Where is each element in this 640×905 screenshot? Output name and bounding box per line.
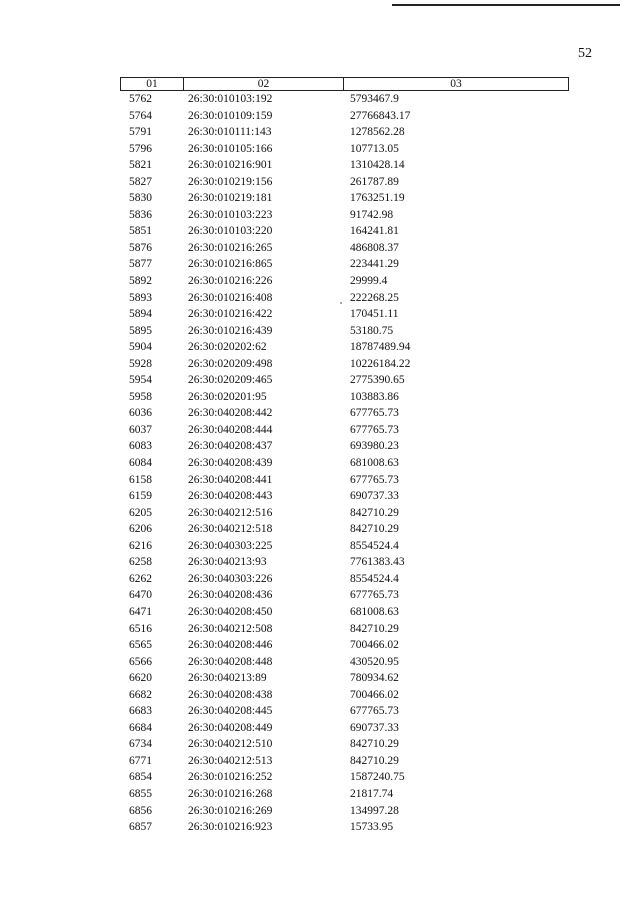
cell-value: 1278562.28 [350,126,405,139]
cell-value: 677765.73 [350,589,399,602]
cell-number: 6158 [129,473,152,486]
table-row [120,323,569,340]
cell-number: 6205 [129,506,152,519]
cell-number: 6258 [129,556,152,569]
cell-cadastral-id: 26:30:020209:498 [188,357,273,370]
table-row [120,736,569,753]
cell-value: 842710.29 [350,523,399,536]
cell-cadastral-id: 26:30:010216:439 [188,324,273,337]
cell-cadastral-id: 26:30:040212:516 [188,506,273,519]
table-row [120,372,569,389]
table-row [120,273,569,290]
cell-number: 5895 [129,324,152,337]
table-row [120,256,569,273]
cell-number: 5830 [129,192,152,205]
cell-value: 700466.02 [350,639,399,652]
cell-value: 27766843.17 [350,109,411,122]
cell-cadastral-id: 26:30:040303:225 [188,539,273,552]
cell-number: 6470 [129,589,152,602]
cell-number: 6084 [129,457,152,470]
cell-number: 5877 [129,258,152,271]
cell-number: 5958 [129,390,152,403]
cell-value: 29999.4 [350,275,388,288]
cell-cadastral-id: 26:30:040208:450 [188,605,273,618]
cell-value: 780934.62 [350,672,399,685]
cell-cadastral-id: 26:30:040213:93 [188,556,267,569]
table-row [120,654,569,671]
table-header [120,77,569,91]
cell-cadastral-id: 26:30:040212:510 [188,738,273,751]
table-row [120,405,569,422]
cell-number: 5796 [129,142,152,155]
cell-number: 5791 [129,126,152,139]
cell-value: 681008.63 [350,605,399,618]
table-row [120,720,569,737]
cell-value: 681008.63 [350,457,399,470]
column-header-02: 02 [184,78,344,90]
column-header-03: 03 [450,78,462,90]
cell-cadastral-id: 26:30:040208:444 [188,423,273,436]
cell-value: 134997.28 [350,804,399,817]
table-row [120,521,569,538]
table-row [120,621,569,638]
table-row [120,240,569,257]
table-row [120,356,569,373]
table-row [120,604,569,621]
cell-value: 8554524.4 [350,539,399,552]
cell-cadastral-id: 26:30:040208:442 [188,407,273,420]
cell-cadastral-id: 26:30:040208:443 [188,490,273,503]
table-row [120,190,569,207]
table-row [120,141,569,158]
cell-number: 6620 [129,672,152,685]
cell-value: 10226184.22 [350,357,411,370]
cell-cadastral-id: 26:30:040208:437 [188,440,273,453]
cell-cadastral-id: 26:30:010216:226 [188,275,273,288]
cell-number: 6471 [129,605,152,618]
cell-value: 7761383.43 [350,556,405,569]
cell-cadastral-id: 26:30:010216:408 [188,291,273,304]
cell-number: 6682 [129,688,152,701]
cell-number: 6857 [129,821,152,834]
cell-number: 6206 [129,523,152,536]
cell-value: 842710.29 [350,622,399,635]
table-row [120,472,569,489]
cell-number: 6683 [129,705,152,718]
table-row [120,124,569,141]
cell-number: 5954 [129,374,152,387]
cell-cadastral-id: 26:30:010103:192 [188,93,273,105]
cell-cadastral-id: 26:30:010105:166 [188,142,273,155]
cell-value: 222268.25 [350,291,399,304]
cell-value: 170451.11 [350,308,399,321]
table-row [120,703,569,720]
cell-value: 1763251.19 [350,192,405,205]
table-row [120,819,569,836]
cell-cadastral-id: 26:30:040303:226 [188,572,273,585]
cell-cadastral-id: 26:30:040212:513 [188,754,273,767]
cell-number: 5928 [129,357,152,370]
cell-number: 6854 [129,771,152,784]
cell-cadastral-id: 26:30:040208:449 [188,721,273,734]
cell-number: 5764 [129,109,152,122]
table-row [120,587,569,604]
cell-cadastral-id: 26:30:010103:220 [188,225,273,238]
cell-cadastral-id: 26:30:040213:89 [188,672,267,685]
cell-cadastral-id: 26:30:010216:865 [188,258,273,271]
table-row [120,786,569,803]
table-row [120,438,569,455]
cell-value: 842710.29 [350,506,399,519]
cell-cadastral-id: 26:30:040208:438 [188,688,273,701]
scan-speck [340,302,342,304]
table-row [120,538,569,555]
cell-value: 677765.73 [350,473,399,486]
cell-cadastral-id: 26:30:040208:448 [188,655,273,668]
table-row [120,422,569,439]
cell-number: 6036 [129,407,152,420]
cell-cadastral-id: 26:30:040208:439 [188,457,273,470]
table-row [120,637,569,654]
table-row [120,223,569,240]
table-row [120,306,569,323]
cell-number: 6684 [129,721,152,734]
cell-number: 6565 [129,639,152,652]
cell-value: 1587240.75 [350,771,405,784]
cell-value: 690737.33 [350,490,399,503]
table-row [120,389,569,406]
cell-cadastral-id: 26:30:040208:446 [188,639,273,652]
cell-cadastral-id: 26:30:010216:268 [188,787,273,800]
cell-value: 430520.95 [350,655,399,668]
page-number: 52 [578,46,592,61]
table-body [120,91,569,836]
cell-number: 6083 [129,440,152,453]
cell-value: 8554524.4 [350,572,399,585]
cell-cadastral-id: 26:30:010109:159 [188,109,273,122]
cell-cadastral-id: 26:30:010216:269 [188,804,273,817]
table-row [120,803,569,820]
table-row [120,753,569,770]
cell-number: 5836 [129,208,152,221]
table-row [120,207,569,224]
cell-number: 5821 [129,159,152,172]
cell-cadastral-id: 26:30:040208:441 [188,473,273,486]
cell-value: 842710.29 [350,754,399,767]
table-row [120,108,569,125]
cell-value: 677765.73 [350,407,399,420]
cell-value: 2775390.65 [350,374,405,387]
cell-cadastral-id: 26:30:010216:923 [188,821,273,834]
cell-value: 164241.81 [350,225,399,238]
column-header-01: 01 [121,78,184,90]
cell-number: 6262 [129,572,152,585]
table-row [120,488,569,505]
table-row [120,157,569,174]
cell-value: 693980.23 [350,440,399,453]
cell-cadastral-id: 26:30:020209:465 [188,374,273,387]
cell-value: 107713.05 [350,142,399,155]
table-row [120,91,569,108]
cell-number: 6159 [129,490,152,503]
table-row [120,339,569,356]
cell-value: 18787489.94 [350,341,411,354]
cell-cadastral-id: 26:30:040212:518 [188,523,273,536]
table-row [120,554,569,571]
cell-cadastral-id: 26:30:010216:265 [188,241,273,254]
cell-number: 5762 [129,93,152,105]
cell-cadastral-id: 26:30:010219:181 [188,192,273,205]
cell-value: 223441.29 [350,258,399,271]
cell-number: 6566 [129,655,152,668]
cell-number: 5892 [129,275,152,288]
cell-value: 261787.89 [350,175,399,188]
cell-cadastral-id: 26:30:040212:508 [188,622,273,635]
table-row [120,290,569,307]
cell-cadastral-id: 26:30:040208:436 [188,589,273,602]
cell-number: 6771 [129,754,152,767]
cell-value: 53180.75 [350,324,394,337]
table-row [120,670,569,687]
cell-number: 5876 [129,241,152,254]
cell-value: 15733.95 [350,821,394,834]
data-table [120,77,569,836]
cell-cadastral-id: 26:30:010216:252 [188,771,273,784]
cell-value: 690737.33 [350,721,399,734]
top-rule [392,4,620,6]
cell-number: 5904 [129,341,152,354]
cell-cadastral-id: 26:30:010216:901 [188,159,273,172]
cell-cadastral-id: 26:30:020201:95 [188,390,267,403]
cell-number: 6516 [129,622,152,635]
cell-value: 5793467.9 [350,93,399,105]
cell-cadastral-id: 26:30:010219:156 [188,175,273,188]
table-row [120,174,569,191]
cell-value: 91742.98 [350,208,394,221]
table-row [120,455,569,472]
cell-value: 21817.74 [350,787,394,800]
table-row [120,769,569,786]
cell-value: 842710.29 [350,738,399,751]
cell-value: 677765.73 [350,423,399,436]
cell-cadastral-id: 26:30:010111:143 [188,126,272,139]
cell-number: 5893 [129,291,152,304]
table-row [120,571,569,588]
cell-value: 103883.86 [350,390,399,403]
cell-number: 5827 [129,175,152,188]
cell-number: 5894 [129,308,152,321]
cell-number: 6216 [129,539,152,552]
cell-cadastral-id: 26:30:040208:445 [188,705,273,718]
cell-value: 677765.73 [350,705,399,718]
cell-number: 6734 [129,738,152,751]
cell-number: 6855 [129,787,152,800]
cell-value: 1310428.14 [350,159,405,172]
cell-number: 5851 [129,225,152,238]
cell-value: 486808.37 [350,241,399,254]
table-row [120,687,569,704]
cell-cadastral-id: 26:30:010103:223 [188,208,273,221]
table-row [120,505,569,522]
cell-cadastral-id: 26:30:020202:62 [188,341,267,354]
cell-cadastral-id: 26:30:010216:422 [188,308,273,321]
cell-number: 6856 [129,804,152,817]
cell-value: 700466.02 [350,688,399,701]
cell-number: 6037 [129,423,152,436]
